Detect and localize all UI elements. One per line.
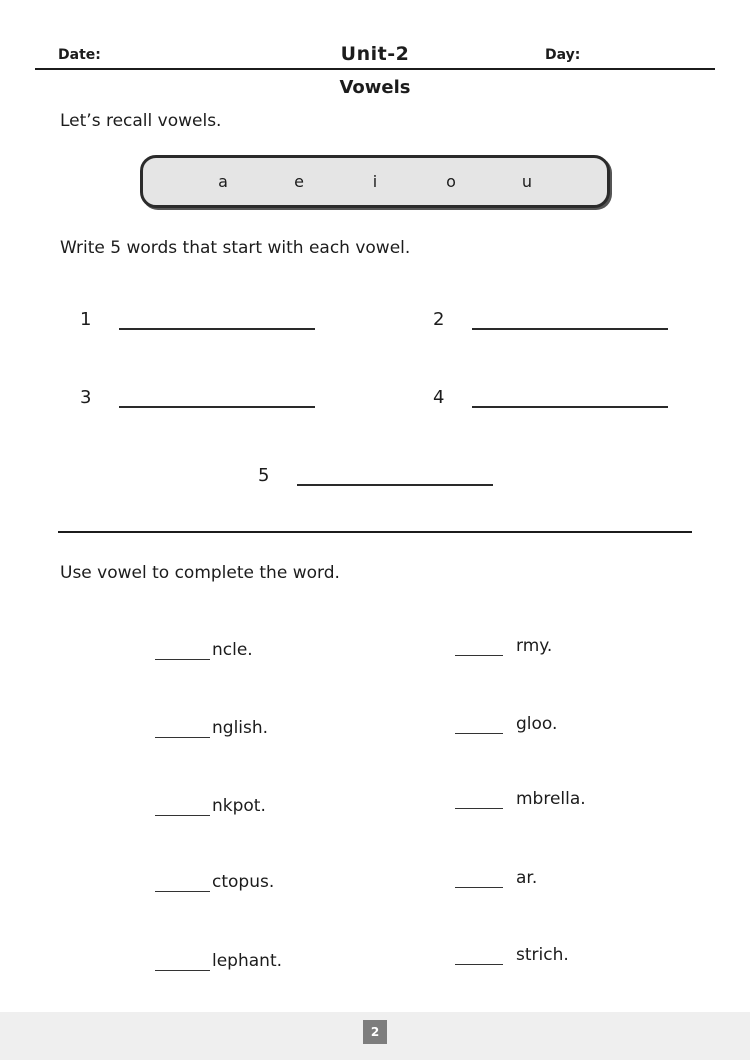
section-divider (58, 531, 692, 533)
numbered-blank-5 (258, 458, 493, 486)
vowel-o: o (446, 172, 456, 191)
word-fragment: nglish. (212, 718, 269, 738)
answer-blank-line (472, 384, 668, 408)
vowel-blank-line (455, 866, 503, 888)
fill-item-ctopus (155, 866, 274, 892)
word-fragment: lephant. (212, 951, 283, 971)
fill-item-lephant (155, 945, 282, 971)
answer-blank-line (297, 462, 493, 486)
page-subtitle: Vowels (339, 77, 411, 98)
vowel-blank-line (155, 870, 210, 892)
numbered-blank-2 (433, 302, 668, 330)
vowel-i: i (372, 172, 378, 191)
date-label: Date: (58, 47, 101, 63)
fill-item-strich (455, 939, 569, 965)
blank-number: 5 (258, 465, 270, 486)
page-number-badge: 2 (363, 1020, 387, 1044)
answer-blank-line (472, 306, 668, 330)
blank-number: 1 (80, 309, 92, 330)
day-label: Day: (545, 47, 581, 63)
header-rule (35, 68, 715, 70)
answer-blank-line (119, 384, 315, 408)
vowel-u: u (521, 172, 533, 191)
fill-item-ar (455, 862, 537, 888)
fill-item-rmy (455, 630, 552, 656)
write-words-instruction: Write 5 words that start with each vowel. (60, 238, 411, 258)
word-fragment: rmy. (516, 636, 553, 656)
vowel-blank-line (455, 634, 503, 656)
word-fragment: nkpot. (212, 796, 266, 816)
numbered-blank-1 (80, 302, 315, 330)
vowel-box (140, 155, 610, 208)
word-fragment: ncle. (212, 640, 253, 660)
vowel-blank-line (155, 716, 210, 738)
answer-blank-line (119, 306, 315, 330)
recall-instruction: Let’s recall vowels. (60, 111, 222, 131)
fill-item-gloo (455, 708, 557, 734)
blank-number: 4 (433, 387, 445, 408)
blank-number: 2 (433, 309, 445, 330)
word-fragment: strich. (516, 945, 569, 965)
word-fragment: ar. (516, 868, 538, 888)
unit-title: Unit-2 (340, 43, 410, 65)
word-fragment: gloo. (516, 714, 558, 734)
vowel-blank-line (155, 638, 210, 660)
numbered-blank-3 (80, 380, 315, 408)
word-fragment: ctopus. (212, 872, 275, 892)
fill-item-nkpot (155, 790, 266, 816)
word-fragment: mbrella. (516, 789, 586, 809)
fill-item-nglish (155, 712, 268, 738)
vowel-a: a (218, 172, 228, 191)
blank-number: 3 (80, 387, 92, 408)
numbered-blank-4 (433, 380, 668, 408)
vowel-e: e (294, 172, 304, 191)
vowel-blank-line (155, 794, 210, 816)
fill-item-ncle (155, 634, 253, 660)
vowel-blank-line (455, 787, 503, 809)
fill-item-mbrella (455, 783, 586, 809)
vowel-blank-line (455, 943, 503, 965)
complete-word-instruction: Use vowel to complete the word. (60, 563, 340, 583)
vowel-blank-line (155, 949, 210, 971)
vowel-blank-line (455, 712, 503, 734)
